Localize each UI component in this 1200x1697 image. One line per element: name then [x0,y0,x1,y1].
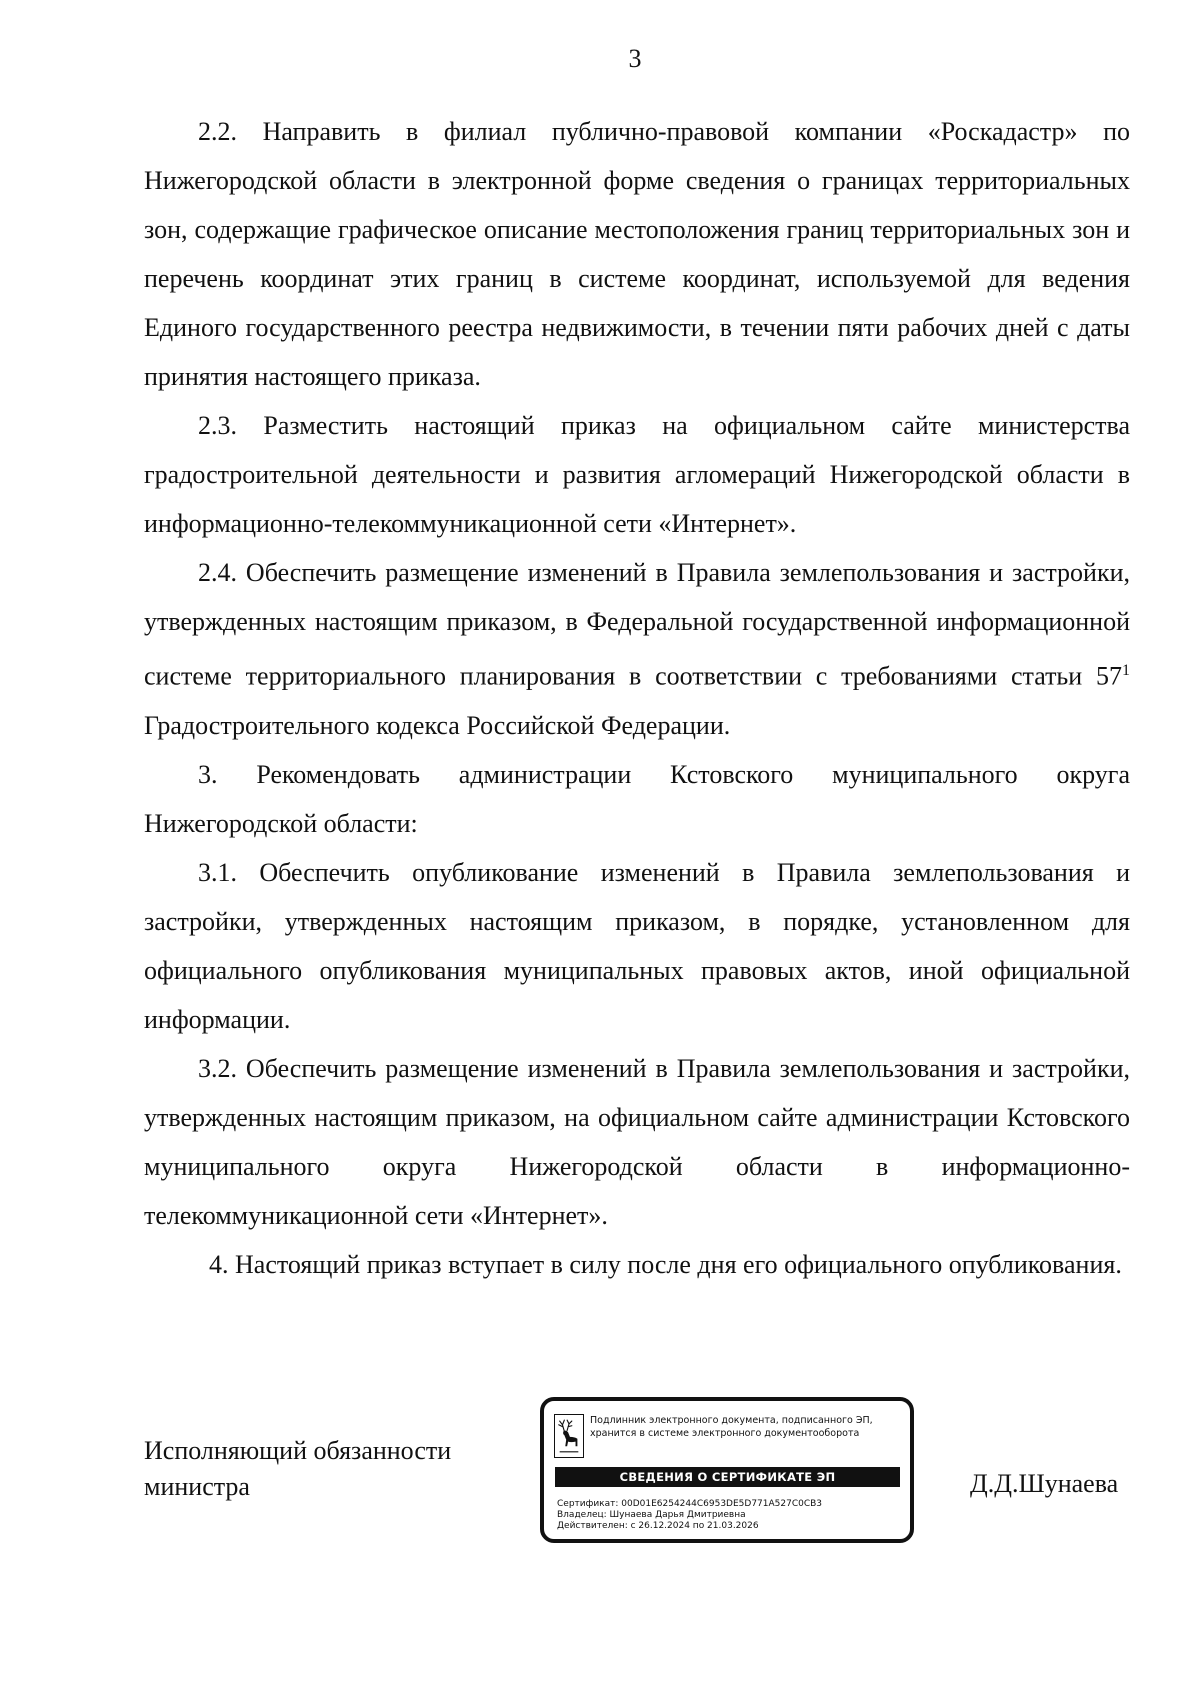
paragraph-2-2: 2.2. Направить в филиал публично-правовой компании «Роскадастр» по Нижегородской области в электронной форме сведения о границах территориальных зон, содержащие графическое описание местоположения границ территориальных зон и перечень координат этих границ в системе координат, используемой для ведения Единого государственного реестра недвижимости, в течении пяти рабочих дней с даты принятия настоящего приказа. [144,117,1130,391]
signatory-position-line1: Исполняющий обязанности [144,1436,452,1465]
certificate-number: Сертификат: 00D01E6254244C6953DE5D771A527C0CB3 [557,1499,823,1509]
paragraph-3: 3. Рекомендовать администрации Кстовского муниципального округа Нижегородской области: [144,759,1130,838]
certificate-validity: Действителен: с 26.12.2024 по 21.03.2026 [557,1521,759,1531]
paragraph-2-4-text-end: Градостроительного кодекса Российской Федерации. [144,710,731,740]
paragraph-2-3: 2.3. Разместить настоящий приказ на официальном сайте министерства градостроительной деятельности и развития агломераций Нижегородской области в информационно-телекоммуникационной сети «Интернет». [144,411,1130,538]
paragraph-4: 4. Настоящий приказ вступает в силу после дня его официального опубликования. [209,1249,1122,1279]
paragraph-3-2: 3.2. Обеспечить размещение изменений в Правила землепользования и застройки, утвержденных настоящим приказом, на официальном сайте администрации Кстовского муниципального округа Нижегородской области в информационно-телекоммуникационной сети «Интернет». [144,1053,1130,1230]
paragraph-2-4 [144,548,1130,750]
signatory-position-line2: министра [144,1472,250,1501]
document-body [144,107,1130,1289]
certificate-info-title: СВЕДЕНИЯ О СЕРТИФИКАТЕ ЭП [555,1467,900,1487]
certificate-details [557,1499,902,1532]
stamp-header [590,1415,906,1440]
stamp-header-line1: Подлинник электронного документа, подписанного ЭП, [590,1415,873,1426]
signer-name: Д.Д.Шунаева [970,1469,1119,1498]
electronic-signature-stamp [540,1397,914,1543]
paragraph-3-1: 3.1. Обеспечить опубликование изменений в Правила землепользования и застройки, утвержденных настоящим приказом, в порядке, установленном для официального опубликования муниципальных правовых актов, иной официальной информации. [144,857,1130,1034]
deer-emblem-svg [555,1415,583,1457]
certificate-owner: Владелец: Шунаева Дарья Дмитриевна [557,1510,746,1520]
stamp-header-line2: хранится в системе электронного документооборота [590,1427,860,1439]
article-superscript: 1 [1122,662,1130,679]
paragraph-2-4-text: 2.4. Обеспечить размещение изменений в Правила землепользования и застройки, утвержденных настоящим приказом, в Федеральной государственной информационной системе территориального планирования в соответствии с требованиями статьи 57 [144,558,1130,691]
deer-emblem-icon [554,1414,584,1458]
signatory-position [144,1433,451,1505]
page-number: 3 [628,44,642,73]
